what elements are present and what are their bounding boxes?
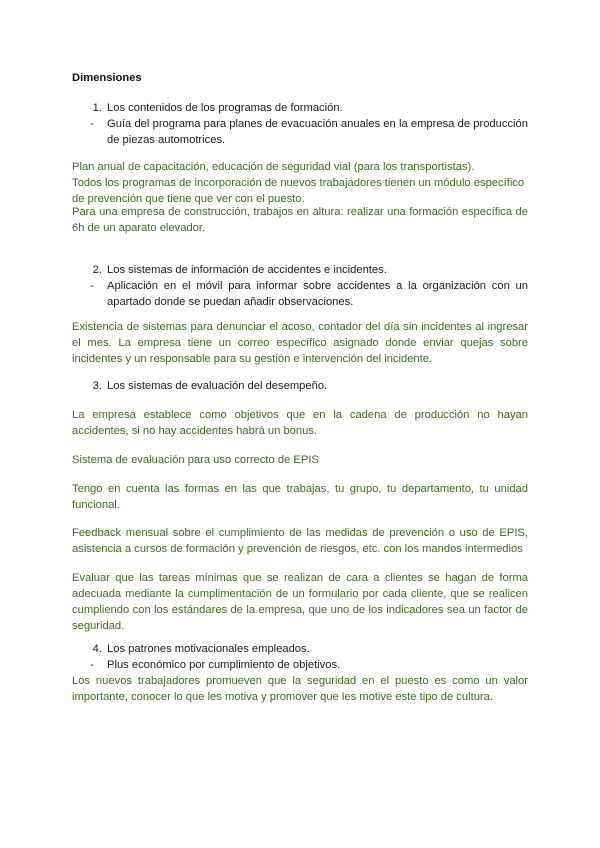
section-title: Los contenidos de los programas de formación. (107, 102, 343, 114)
dash-bullet: - (90, 118, 94, 130)
section-4-bullet (72, 657, 528, 673)
section-title: Los sistemas de información de accidentes e incidentes. (107, 264, 387, 276)
dash-bullet: - (90, 280, 94, 292)
note-paragraph: La empresa establece como objetivos que en la cadena de producción no hayan accidentes, si no hay accidentes habrá un bonus. (72, 409, 528, 437)
section-2-bullet (72, 278, 528, 310)
note-paragraph: Todos los programas de incorporación de nuevos trabajadores tienen un módulo específico de prevención que tiene que ver con el puesto. (72, 177, 525, 205)
page-heading: Dimensiones (72, 72, 142, 84)
section-title: Los sistemas de evaluación del desempeño. (107, 380, 328, 392)
bullet-text: Aplicación en el móvil para informar sobre accidentes a la organización con un apartado donde se puedan añadir observaciones. (107, 280, 528, 308)
note-paragraph: Existencia de sistemas para denunciar el acoso, contador del día sin incidentes al ingresar el mes. La empresa tiene un correo específico asignado donde enviar quejas sobre incidentes y un responsable para su gestión e intervención del incidente. (72, 321, 528, 365)
section-title: Los patrones motivacionales empleados. (107, 643, 310, 655)
note-paragraph: Los nuevos trabajadores promueven que la seguridad en el puesto es como un valor importante, conocer lo que les motiva y promover que les motive este tipo de cultura. (72, 675, 528, 703)
note-paragraph: Sistema de evaluación para uso correcto de EPIS (72, 454, 319, 466)
section-4-title (72, 641, 528, 657)
dash-bullet: - (90, 659, 94, 671)
section-2-title (72, 262, 528, 278)
note-paragraph: Plan anual de capacitación, educación de seguridad vial (para los transportistas). (72, 161, 475, 173)
bullet-text: Plus económico por cumplimiento de objetivos. (107, 659, 341, 671)
note-paragraph: Evaluar que las tareas mínimas que se realizan de cara a clientes se hagan de forma adecuada mediante la cumplimentación de un formulario por cada cliente, que se realicen cumpliendo con los estándares de la empresa, que uno de los indicadores sea un factor de seguridad. (72, 572, 528, 632)
note-paragraph: Tengo en cuenta las formas en las que trabajas, tu grupo, tu departamento, tu unidad funcional. (72, 483, 528, 511)
section-1-title (72, 100, 528, 116)
note-paragraph: Para una empresa de construcción, trabajos en altura: realizar una formación específica de 6h de un aparato elevador. (72, 206, 528, 234)
section-number: 2. (92, 264, 102, 276)
note-paragraph: Feedback mensual sobre el cumplimiento de las medidas de prevención o uso de EPIS, asistencia a cursos de formación y prevención de riesgos, etc. con los mandos intermedios (72, 527, 528, 555)
section-number: 3. (92, 380, 102, 392)
bullet-text: Guía del programa para planes de evacuación anuales en la empresa de producción de piezas automotrices. (107, 118, 528, 146)
section-number: 1. (92, 102, 102, 114)
section-3-title (72, 378, 528, 394)
section-1-bullet (72, 116, 528, 148)
section-number: 4. (92, 643, 102, 655)
